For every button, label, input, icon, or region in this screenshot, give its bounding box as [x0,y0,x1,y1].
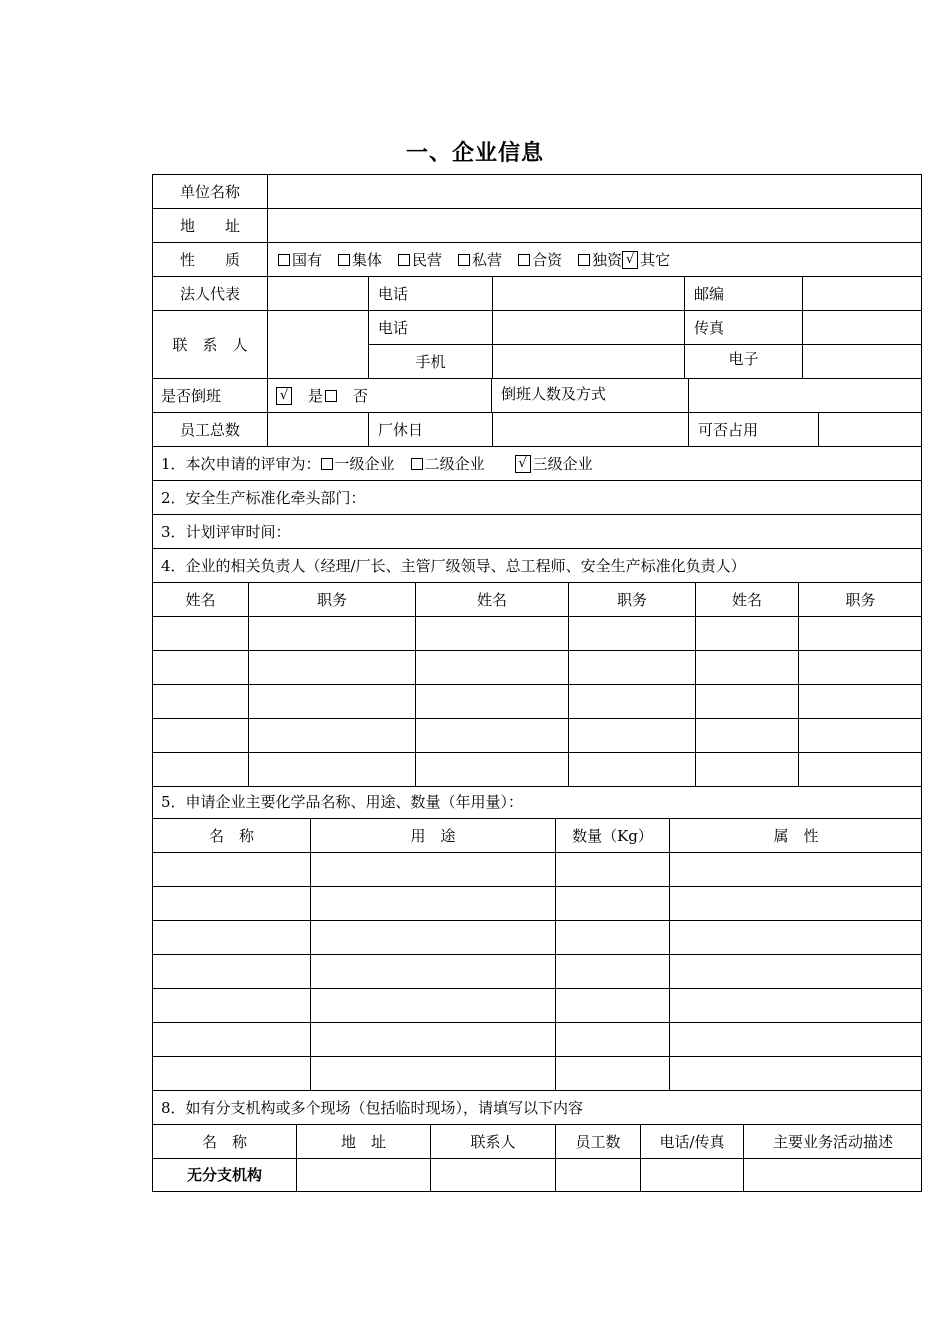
responsible-cell[interactable] [416,685,569,719]
fax-field[interactable] [803,311,922,345]
review-level-checkbox[interactable]: √ [515,455,531,473]
branch-cell[interactable] [297,1159,431,1191]
branch-cell: 无分支机构 [153,1159,297,1191]
review-level-option [321,455,395,473]
unit-name-field[interactable] [268,175,922,209]
branch-header-cell: 名 称 [153,1125,297,1159]
chemical-cell[interactable] [670,1023,922,1057]
chemical-header-cell: 用 途 [311,819,556,853]
shift-yes-label: 是 [308,386,324,405]
branch-cell[interactable] [744,1159,922,1191]
branch-header-cell: 联系人 [431,1125,556,1159]
lead-department-row: 2．安全生产标准化牵头部门： [153,481,922,515]
responsible-header-cell: 姓名 [153,583,249,617]
nature-options [268,243,922,277]
chemical-cell[interactable] [670,989,922,1023]
chemical-cell[interactable] [556,989,670,1023]
branch-cell[interactable] [556,1159,641,1191]
branch-header-cell: 电话/传真 [641,1125,744,1159]
rest-day-label: 厂休日 [369,413,493,447]
review-level-label: 一级企业 [334,454,395,473]
shift-no-checkbox[interactable] [325,390,337,402]
email-label: 电子 [685,345,803,379]
shift-detail-label: 倒班人数及方式 [492,379,689,413]
postcode-label: 邮编 [685,277,803,311]
responsible-cell[interactable] [249,685,416,719]
responsible-cell[interactable] [696,651,799,685]
chemical-cell[interactable] [556,1057,670,1091]
shift-label: 是否倒班 [153,379,268,413]
nature-option-label: 其它 [640,250,671,269]
chemical-cell[interactable] [311,853,556,887]
responsible-header-cell: 职务 [249,583,416,617]
responsible-cell[interactable] [696,753,799,787]
chemical-cell[interactable] [556,921,670,955]
review-level-label: 三级企业 [532,454,593,473]
responsible-header-cell: 姓名 [696,583,799,617]
review-level-row [153,447,922,481]
responsible-cell[interactable] [153,719,249,753]
chemical-cell[interactable] [670,1057,922,1091]
responsible-cell[interactable] [249,753,416,787]
chemical-header-cell: 数量（Kg） [556,819,670,853]
legal-rep-field[interactable] [268,277,369,311]
chemical-cell[interactable] [670,921,922,955]
chemical-cell[interactable] [153,921,311,955]
rest-day-field[interactable] [493,413,689,447]
nature-checkbox[interactable] [578,254,590,266]
responsible-cell[interactable] [153,753,249,787]
nature-option-label: 集体 [352,250,383,269]
review-level-checkbox[interactable] [411,458,423,470]
responsible-cell[interactable] [569,685,696,719]
review-level-label: 1．本次申请的评审为： [161,454,321,473]
nature-option-label: 民营 [412,250,443,269]
contact-label: 联 系 人 [153,311,268,379]
chemical-cell[interactable] [153,989,311,1023]
chemical-header-cell: 名 称 [153,819,311,853]
responsible-persons-heading: 4．企业的相关负责人（经理/厂长、主管厂级领导、总工程师、安全生产标准化负责人） [153,549,922,583]
occupy-label: 可否占用 [689,413,819,447]
nature-option [458,251,502,269]
chemical-cell[interactable] [311,989,556,1023]
nature-checkbox[interactable]: √ [622,251,638,269]
nature-option [578,251,622,269]
address-field[interactable] [268,209,922,243]
chemical-header-cell: 属 性 [670,819,922,853]
responsible-cell[interactable] [416,753,569,787]
branch-heading: 8．如有分支机构或多个现场（包括临时现场），请填写以下内容 [153,1091,922,1125]
mobile-field[interactable] [493,345,685,379]
nature-option [278,251,322,269]
responsible-cell[interactable] [153,617,249,651]
unit-name-label: 单位名称 [153,175,268,209]
review-level-checkbox[interactable] [321,458,333,470]
responsible-cell[interactable] [569,651,696,685]
chemical-cell[interactable] [556,955,670,989]
responsible-cell[interactable] [249,651,416,685]
legal-rep-phone-label: 电话 [369,277,493,311]
review-time-row: 3．计划评审时间： [153,515,922,549]
shift-options [268,379,492,413]
responsible-cell[interactable] [569,617,696,651]
responsible-cell[interactable] [416,651,569,685]
responsible-cell[interactable] [153,685,249,719]
nature-option [622,251,670,269]
contact-phone-label: 电话 [369,311,493,345]
page-title: 一、企业信息 [405,141,544,166]
responsible-cell[interactable] [249,719,416,753]
branch-header-cell: 地 址 [297,1125,431,1159]
nature-checkbox[interactable] [398,254,410,266]
contact-field[interactable] [268,311,369,379]
nature-option-label: 国有 [292,250,323,269]
responsible-cell[interactable] [153,651,249,685]
shift-detail-field[interactable] [689,379,922,413]
chemical-cell[interactable] [311,1023,556,1057]
responsible-cell[interactable] [799,753,922,787]
responsible-cell[interactable] [696,685,799,719]
nature-option [338,251,382,269]
nature-option [518,251,562,269]
chemical-cell[interactable] [556,1023,670,1057]
chemical-cell[interactable] [311,921,556,955]
fax-label: 传真 [685,311,803,345]
chemical-cell[interactable] [153,1057,311,1091]
legal-rep-phone-field[interactable] [493,277,685,311]
employees-label: 员工总数 [153,413,268,447]
employees-field[interactable] [268,413,369,447]
responsible-cell[interactable] [416,719,569,753]
chemical-cell[interactable] [670,887,922,921]
nature-checkbox[interactable] [518,254,530,266]
postcode-field[interactable] [803,277,922,311]
responsible-cell[interactable] [696,617,799,651]
nature-label: 性 质 [153,243,268,277]
responsible-cell[interactable] [569,719,696,753]
branch-cell[interactable] [641,1159,744,1191]
branch-header-cell: 员工数 [556,1125,641,1159]
chemicals-heading: 5．申请企业主要化学品名称、用途、数量（年用量）： [153,785,922,819]
chemical-cell[interactable] [311,887,556,921]
nature-option [398,251,442,269]
review-level-label: 二级企业 [424,454,485,473]
chemical-cell[interactable] [556,853,670,887]
chemical-cell[interactable] [153,1023,311,1057]
chemical-cell[interactable] [556,887,670,921]
address-label: 地 址 [153,209,268,243]
chemical-cell[interactable] [311,955,556,989]
branch-cell[interactable] [431,1159,556,1191]
responsible-cell[interactable] [799,685,922,719]
responsible-cell[interactable] [799,617,922,651]
responsible-cell[interactable] [416,617,569,651]
review-level-option [515,455,593,473]
responsible-header-cell: 职务 [569,583,696,617]
responsible-header-cell: 姓名 [416,583,569,617]
nature-checkbox[interactable] [278,254,290,266]
enterprise-info-table [152,174,922,1192]
responsible-header-cell: 职务 [799,583,922,617]
contact-phone-field[interactable] [493,311,685,345]
occupy-field[interactable] [819,413,922,447]
review-level-option [411,455,485,473]
nature-checkbox[interactable] [458,254,470,266]
nature-option-label: 合资 [532,250,563,269]
shift-no-label: 否 [353,386,369,405]
legal-rep-label: 法人代表 [153,277,268,311]
shift-yes-checkbox[interactable]: √ [276,387,292,405]
mobile-label: 手机 [369,345,493,379]
responsible-cell[interactable] [696,719,799,753]
branch-header-cell: 主要业务活动描述 [744,1125,922,1159]
chemical-cell[interactable] [153,955,311,989]
responsible-cell[interactable] [799,651,922,685]
chemical-cell[interactable] [153,853,311,887]
responsible-cell[interactable] [249,617,416,651]
chemical-cell[interactable] [670,955,922,989]
email-field[interactable] [803,345,922,379]
chemical-cell[interactable] [670,853,922,887]
responsible-cell[interactable] [799,719,922,753]
chemical-cell[interactable] [311,1057,556,1091]
chemical-cell[interactable] [153,887,311,921]
responsible-cell[interactable] [569,753,696,787]
nature-checkbox[interactable] [338,254,350,266]
nature-option-label: 私营 [472,250,503,269]
nature-option-label: 独资 [592,250,623,269]
